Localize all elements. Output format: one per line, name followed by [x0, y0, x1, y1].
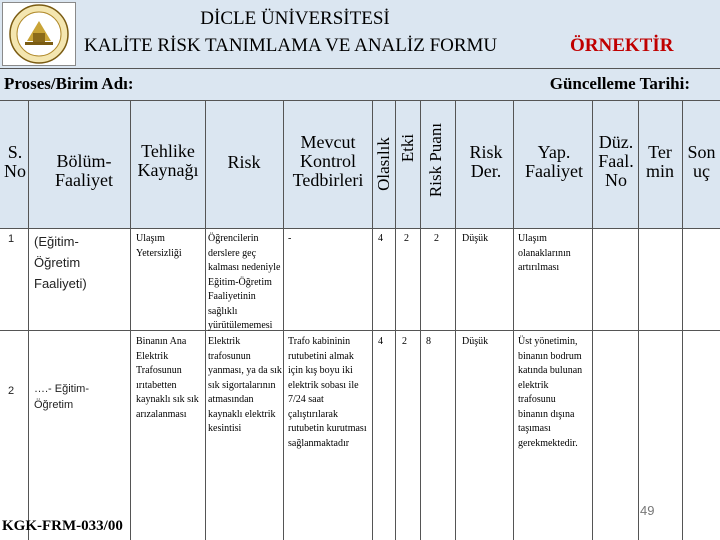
- row2-risk: Elektrik trafosunun yanması, ya da sık sık sigortalarının atmasından kaynaklı elektrik kesintisi: [208, 336, 282, 434]
- university-logo: [2, 2, 76, 66]
- row2-bolum: ….- Eğitim-Öğretim: [34, 383, 89, 411]
- form-title: KALİTE RİSK TANIMLAMA VE ANALİZ FORMU: [84, 35, 498, 56]
- row2-tehlike: Binanın Ana Elektrik Trafosunun ırıtabetten kaynaklı sık sık arızalanması: [136, 336, 199, 420]
- row2-risk-der: Düşük: [462, 336, 489, 347]
- col-header-tehlike: Tehlike Kaynağı: [137, 141, 199, 180]
- process-label: Proses/Birim Adı:: [4, 74, 134, 93]
- row2-olasilik: 4: [378, 336, 383, 347]
- row1-mevcut: -: [288, 233, 292, 244]
- grid-line: [420, 100, 421, 540]
- row2-risk-puani: 8: [426, 336, 431, 347]
- row2-mevcut: Trafo kabininin rutubetini almak için kış boyu iki elektrik sobası ile 7/24 saat çalıştırılarak rutubetin kurutması sağlanmaktadır: [288, 336, 367, 449]
- col-header-risk-der: Risk Der.: [469, 142, 503, 181]
- meta-row: [0, 68, 720, 101]
- grid-line: [395, 100, 396, 540]
- col-header-olasilik: Olasılık: [374, 137, 393, 191]
- grid-line: [283, 100, 284, 540]
- row2-no: 2: [8, 385, 15, 397]
- grid-line: [0, 228, 720, 229]
- row1-etki: 2: [404, 233, 409, 244]
- row1-tehlike: Ulaşım Yetersizliği: [136, 233, 182, 259]
- grid-line: [205, 100, 206, 540]
- row1-bolum: (Eğitim-Öğretim Faaliyeti): [34, 234, 87, 291]
- grid-line: [455, 100, 456, 540]
- col-header-bolum: Bölüm-Faaliyet: [55, 151, 113, 190]
- sample-label: ÖRNEKTİR: [570, 35, 674, 56]
- row1-olasilik: 4: [378, 233, 383, 244]
- col-header-risk-puani: Risk Puanı: [426, 122, 445, 198]
- update-date-label: Güncelleme Tarihi:: [549, 74, 690, 93]
- header-band: [0, 0, 720, 68]
- page-number: 49: [640, 503, 655, 518]
- row2-etki: 2: [402, 336, 407, 347]
- row1-risk-der: Düşük: [462, 233, 489, 244]
- form-code: KGK-FRM-033/00: [2, 518, 123, 534]
- row1-risk: Öğrencilerin derslere geç kalması nedeniyle Eğitim-Öğretim Faaliyetinin sağlıklı yürütülememesi: [208, 233, 281, 331]
- row2-yap-faaliyet: Üst yönetimin, binanın bodrum katında bulunan elektrik trafosunu binanın dışına taşıması gerekmektedir.: [518, 336, 583, 449]
- grid-line: [638, 100, 639, 540]
- col-header-risk: Risk: [227, 152, 261, 172]
- col-header-duz-faal-no: Düz. Faal. No: [598, 132, 634, 190]
- university-title: DİCLE ÜNİVERSİTESİ: [200, 8, 390, 29]
- col-header-termin: Ter min: [645, 142, 674, 181]
- col-header-mevcut: Mevcut Kontrol Tedbirleri: [292, 132, 364, 190]
- row1-yap-faaliyet: Ulaşım olanaklarının artırılması: [518, 233, 571, 273]
- grid-line: [130, 100, 131, 540]
- row1-no: 1: [8, 233, 15, 245]
- grid-line: [0, 330, 720, 331]
- col-header-sonuc: Son uç: [687, 142, 716, 181]
- grid-line: [372, 100, 373, 540]
- grid-line: [0, 100, 720, 101]
- col-header-etki: Etki: [398, 133, 417, 163]
- col-header-yap-faaliyet: Yap. Faaliyet: [525, 142, 583, 181]
- col-header-s-no: S. No: [4, 142, 26, 181]
- row1-risk-puani: 2: [434, 233, 439, 244]
